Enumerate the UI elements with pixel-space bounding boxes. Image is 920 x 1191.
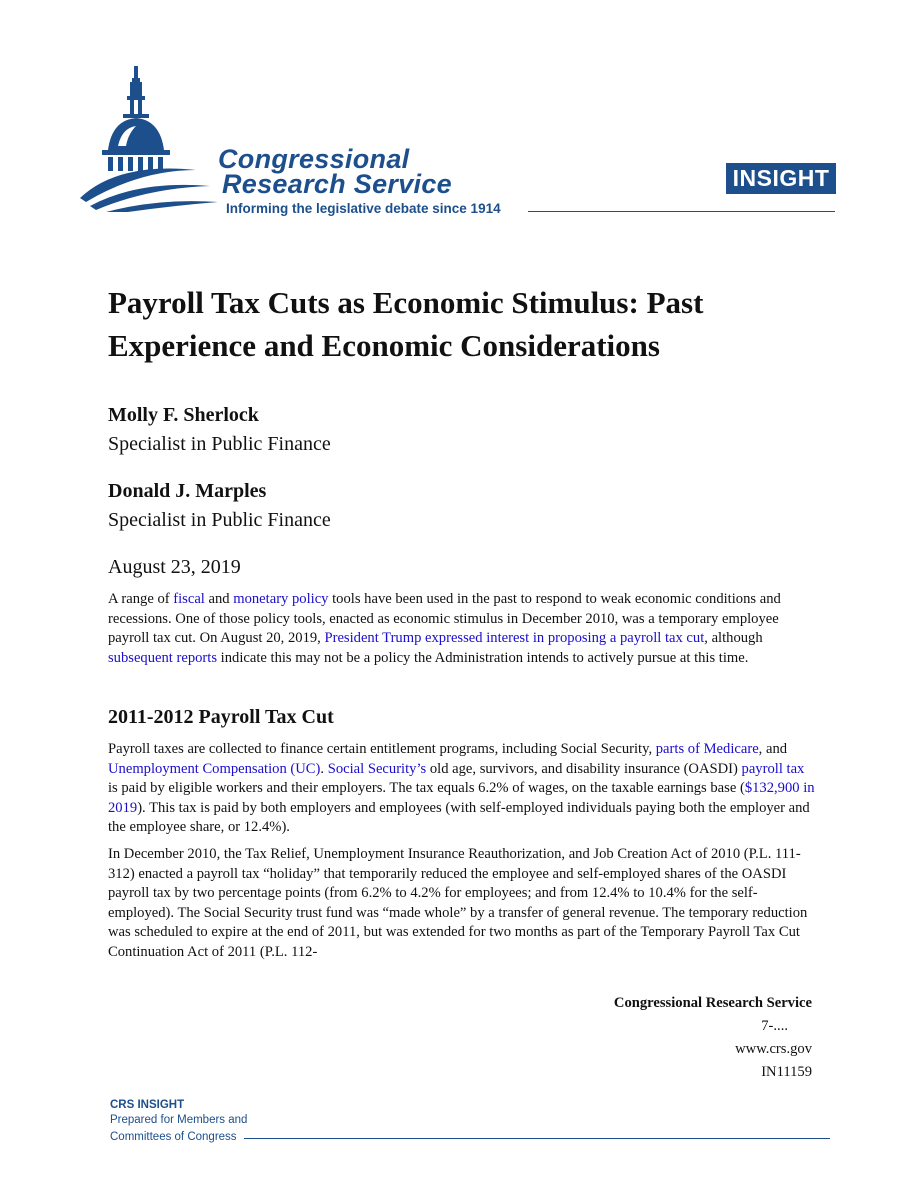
author-name: Donald J. Marples: [108, 480, 267, 502]
header-rule: [528, 211, 835, 212]
report-id: IN11159: [761, 1064, 812, 1080]
body-paragraph: In December 2010, the Tax Relief, Unemployment Insurance Reauthorization, and Job Creation Act of 2010 (P.L. 111-312) enacted a payroll tax “holiday” that temporarily reduced the employee and self-employed shares of the OASDI payroll tax by two percentage points (from 6.2% to 4.2% for employees; and from 12.4% to 10.4% for the self-employed). The Social Security trust fund was “made whole” by a transfer of general revenue. The temporary reduction was scheduled to expire at the end of 2011, but was extended for two months as part of the Temporary Payroll Tax Cut Continuation Act of 2011 (P.L. 112-: [108, 846, 808, 960]
capitol-dome-icon: [78, 62, 220, 212]
footer-rule: [244, 1138, 830, 1139]
publication-date: August 23, 2019: [108, 556, 241, 578]
crs-name: Congressional Research Service: [613, 995, 812, 1011]
intro-paragraph: A range of fiscal and monetary policy tools have been used in the past to respond to weak economic conditions and recessions. One of those policy tools, enacted as economic stimulus in December 2010, was a temporary employee payroll tax cut. On August 20, 2019, President Trump expressed interest in proposing a payroll tax cut, although subsequent reports indicate this may not be a policy the Administration intends to actively pursue at this time.: [108, 591, 781, 666]
footer-label: CRS INSIGHT: [110, 1099, 185, 1111]
crs-website: www.crs.gov: [735, 1041, 812, 1057]
document-title: Payroll Tax Cuts as Economic Stimulus: Past Experience and Economic Considerations: [108, 285, 704, 363]
body-paragraph: Payroll taxes are collected to finance certain entitlement programs, including Social Security, parts of Medicare, and Unemployment Compensation (UC). Social Security’s old age, survivors, and disability insurance (OASDI) payroll tax is paid by eligible workers and their employers. The tax equals 6.2% of wages, on the taxable earnings base ($132,900 in 2019). This tax is paid by both employers and employees (with self-employed individuals paying both the employer and the employee share, or 12.4%).: [108, 741, 815, 835]
link-fiscal[interactable]: fiscal: [173, 591, 205, 607]
footer-text: Prepared for Members and: [110, 1114, 248, 1126]
link-monetary-policy[interactable]: monetary policy: [233, 591, 329, 607]
link-subsequent-reports[interactable]: subsequent reports: [108, 649, 218, 666]
crs-info-block: [614, 992, 812, 1084]
author-role: Specialist in Public Finance: [108, 433, 331, 455]
footer-text: Committees of Congress: [110, 1131, 237, 1143]
org-name-line1: Congressional: [218, 144, 410, 174]
report-number: 7-....: [761, 1018, 788, 1034]
link-payroll-tax[interactable]: payroll tax: [741, 760, 805, 777]
link-unemployment-compensation[interactable]: Unemployment Compensation (UC): [108, 760, 321, 777]
link-president-trump-interest[interactable]: President Trump expressed interest in proposing a payroll tax cut: [324, 630, 705, 646]
link-social-security[interactable]: Social Security’s: [327, 760, 427, 777]
org-name-line2: Research Service: [222, 169, 452, 199]
link-taxable-earnings-base[interactable]: $132,900 in 2019: [108, 780, 815, 816]
author-role: Specialist in Public Finance: [108, 509, 331, 531]
section-heading: 2011-2012 Payroll Tax Cut: [108, 706, 334, 728]
author-name: Molly F. Sherlock: [108, 404, 259, 426]
insight-badge: INSIGHT: [726, 163, 836, 194]
link-parts-of-medicare[interactable]: parts of Medicare: [655, 741, 759, 757]
org-tagline: Informing the legislative debate since 1914: [226, 201, 501, 216]
